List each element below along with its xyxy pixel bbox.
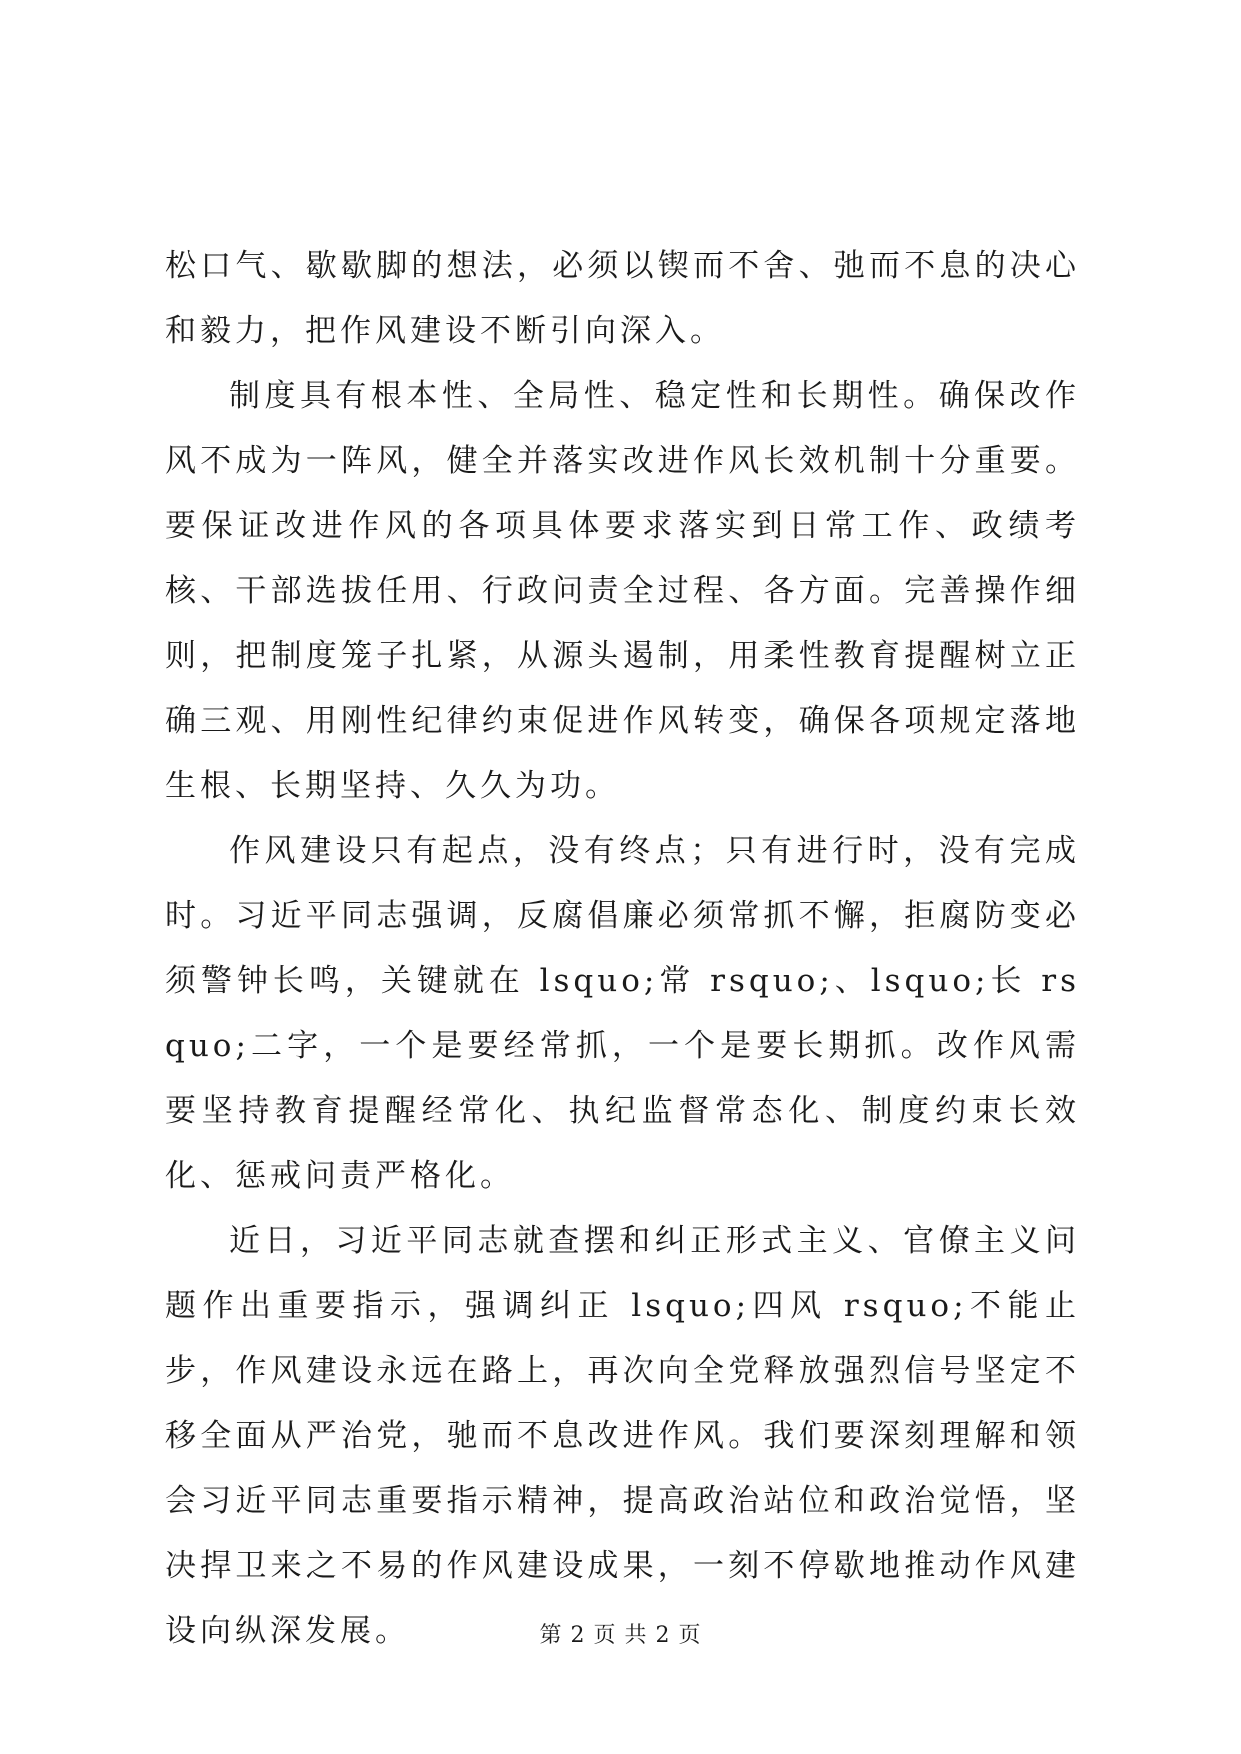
paragraph-institution: 制度具有根本性、全局性、稳定性和长期性。确保改作风不成为一阵风，健全并落实改进作风长效机制十分重要。要保证改进作风的各项具体要求落实到日常工作、政绩考核、干部选拔任用、行政问责全过程、各方面。完善操作细则，把制度笼子扎紧，从源头遏制，用柔性教育提醒树立正确三观、用刚性纪律约束促进作风转变，确保各项规定落地生根、长期坚持、久久为功。: [165, 378, 1080, 804]
paragraph-no-endpoint: 作风建设只有起点，没有终点；只有进行时，没有完成时。习近平同志强调，反腐倡廉必须常抓不懈，拒腐防变必须警钟长鸣，关键就在 lsquo;常 rsquo;、lsquo;长 rsquo;二字，一个是要经常抓，一个是要长期抓。改作风需要坚持教育提醒经常化、执纪监督常态化、制度约束长效化、惩戒问责严格化。: [165, 833, 1080, 1194]
page-number-footer: 第 2 页 共 2 页: [539, 1623, 702, 1648]
paragraph-recent: 近日，习近平同志就查摆和纠正形式主义、官僚主义问题作出重要指示，强调纠正 lsquo;四风 rsquo;不能止步，作风建设永远在路上，再次向全党释放强烈信号坚定不移全面从严治党，驰而不息改进作风。我们要深刻理解和领会习近平同志重要指示精神，提高政治站位和政治觉悟，坚决捍卫来之不易的作风建设成果，一刻不停歇地推动作风建设向纵深发展。: [165, 1223, 1080, 1649]
paragraph-continuation: 松口气、歇歇脚的想法，必须以锲而不舍、弛而不息的决心和毅力，把作风建设不断引向深入。: [165, 248, 1080, 349]
document-body: [165, 234, 1080, 1664]
